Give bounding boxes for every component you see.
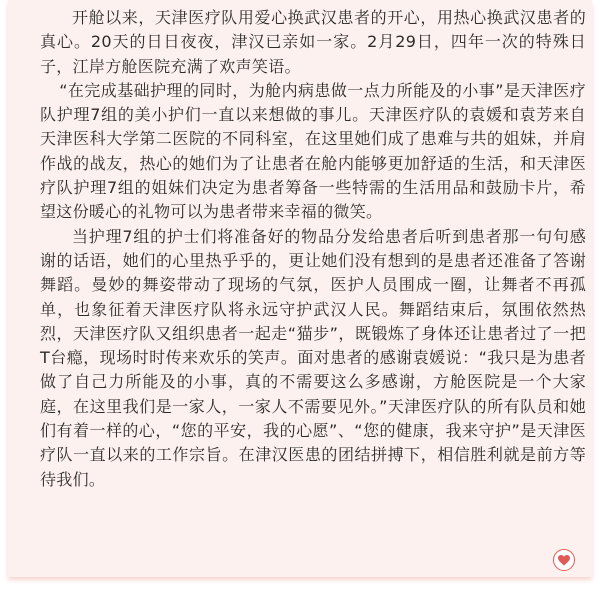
heart-badge <box>553 549 575 571</box>
article-paragraph-2: “在完成基础护理的同时，为舱内病患做一点力所能及的小事”是天津医疗队护理7组的美小护们一直以来想做的事儿。天津医疗队的袁媛和袁芳来自天津医科大学第二医院的不同科室，在这里她们成了患难与共的姐妹，并肩作战的战友，热心的她们为了让患者在舱内能够更加舒适的生活，和天津医疗队护理7组的姐妹们决定为患者筹备一些特需的生活用品和鼓励卡片，希望这份暖心的礼物可以为患者带来幸福的微笑。 <box>40 80 586 222</box>
article-paragraph-3: 当护理7组的护士们将准备好的物品分发给患者后听到患者那一句句感谢的话语，她们的心里热乎乎的，更让她们没有想到的是患者还准备了答谢舞蹈。曼妙的舞姿带动了现场的气氛，医护人员围成一圈，让舞者不再孤单，也象征着天津医疗队将永远守护武汉人民。舞蹈结束后，氛围依然热烈，天津医疗队又组织患者一起走“猫步”，既锻炼了身体还让患者过了一把T台瘾，现场时时传来欢乐的笑声。面对患者的感谢袁媛说：“我只是为患者做了自己力所能及的小事，真的不需要这么多感谢，方舱医院是一个大家庭，在这里我们是一家人，一家人不需要见外。”天津医疗队的所有队员和她们有着一样的心，“您的平安，我的心愿”、“您的健康，我来守护”是天津医疗队一直以来的工作宗旨。在津汉医患的团结拼搏下，相信胜利就是前方等待我们。 <box>40 226 586 489</box>
article-card <box>8 0 592 577</box>
heart-icon <box>558 551 570 570</box>
article-paragraph-1: 开舱以来，天津医疗队用爱心换武汉患者的开心，用热心换武汉患者的真心。20天的日日夜夜，津汉已亲如一家。2月29日，四年一次的特殊日子，江岸方舱医院充满了欢声笑语。 <box>40 8 586 76</box>
article-body <box>40 6 586 492</box>
